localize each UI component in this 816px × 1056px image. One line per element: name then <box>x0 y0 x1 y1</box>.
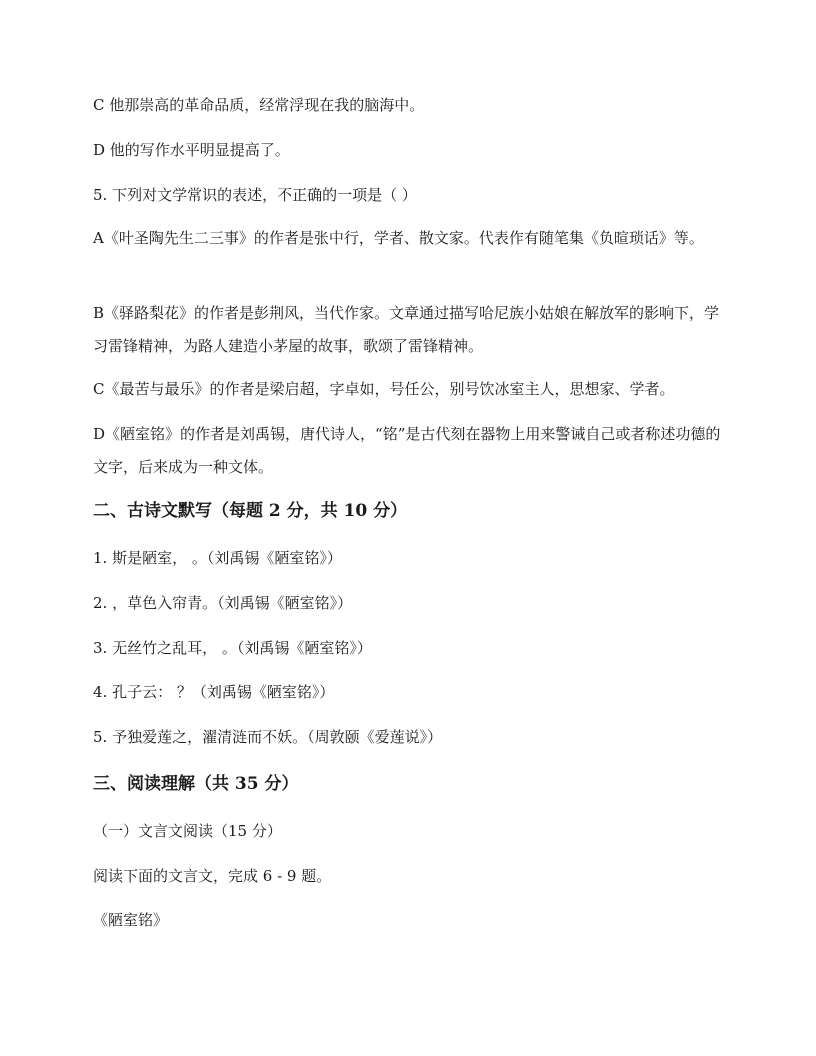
dictation-item-4: 4. 孔子云： ？（刘禹锡《陋室铭》） <box>93 683 335 701</box>
section-2-heading: 二、古诗文默写（每题 2 分，共 10 分） <box>93 501 408 521</box>
dictation-item-2: 2. ，草色入帘青。（刘禹锡《陋室铭》） <box>93 594 353 612</box>
section-3-heading: 三、阅读理解（共 35 分） <box>93 774 299 794</box>
question-5-option-b: B《驿路梨花》的作者是彭荆风，当代作家。文章通过描写哈尼族小姑娘在解放军的影响下，学习雷锋精神，为路人建造小茅屋的故事，歌颂了雷锋精神。 <box>93 304 720 355</box>
question-5-option-d: D《陋室铭》的作者是刘禹锡，唐代诗人，“铭”是古代刻在器物上用来警诫自己或者称述功德的文字，后来成为一种文体。 <box>93 425 721 476</box>
question-4-option-c: C 他那崇高的革命品质，经常浮现在我的脑海中。 <box>93 96 425 114</box>
question-5-option-c: C《最苦与最乐》的作者是梁启超，字卓如，号任公，别号饮冰室主人，思想家、学者。 <box>93 380 675 398</box>
dictation-item-5: 5. 予独爱莲之，濯清涟而不妖。（周敦颐《爱莲说》） <box>93 728 443 746</box>
dictation-item-3: 3. 无丝竹之乱耳， 。（刘禹锡《陋室铭》） <box>93 639 372 657</box>
question-5-option-a: A《叶圣陶先生二三事》的作者是张中行，学者、散文家。代表作有随笔集《负暄琐话》等。 <box>93 229 704 247</box>
passage-title: 《陋室铭》 <box>93 911 169 929</box>
question-4-option-d: D 他的写作水平明显提高了。 <box>93 141 290 159</box>
reading-instruction: 阅读下面的文言文，完成 6 - 9 题。 <box>93 867 332 885</box>
subsection-1-heading: （一）文言文阅读（15 分） <box>93 822 282 840</box>
question-5-stem: 5. 下列对文学常识的表述，不正确的一项是（ ） <box>93 186 417 204</box>
dictation-item-1: 1. 斯是陋室， 。（刘禹锡《陋室铭》） <box>93 549 342 567</box>
